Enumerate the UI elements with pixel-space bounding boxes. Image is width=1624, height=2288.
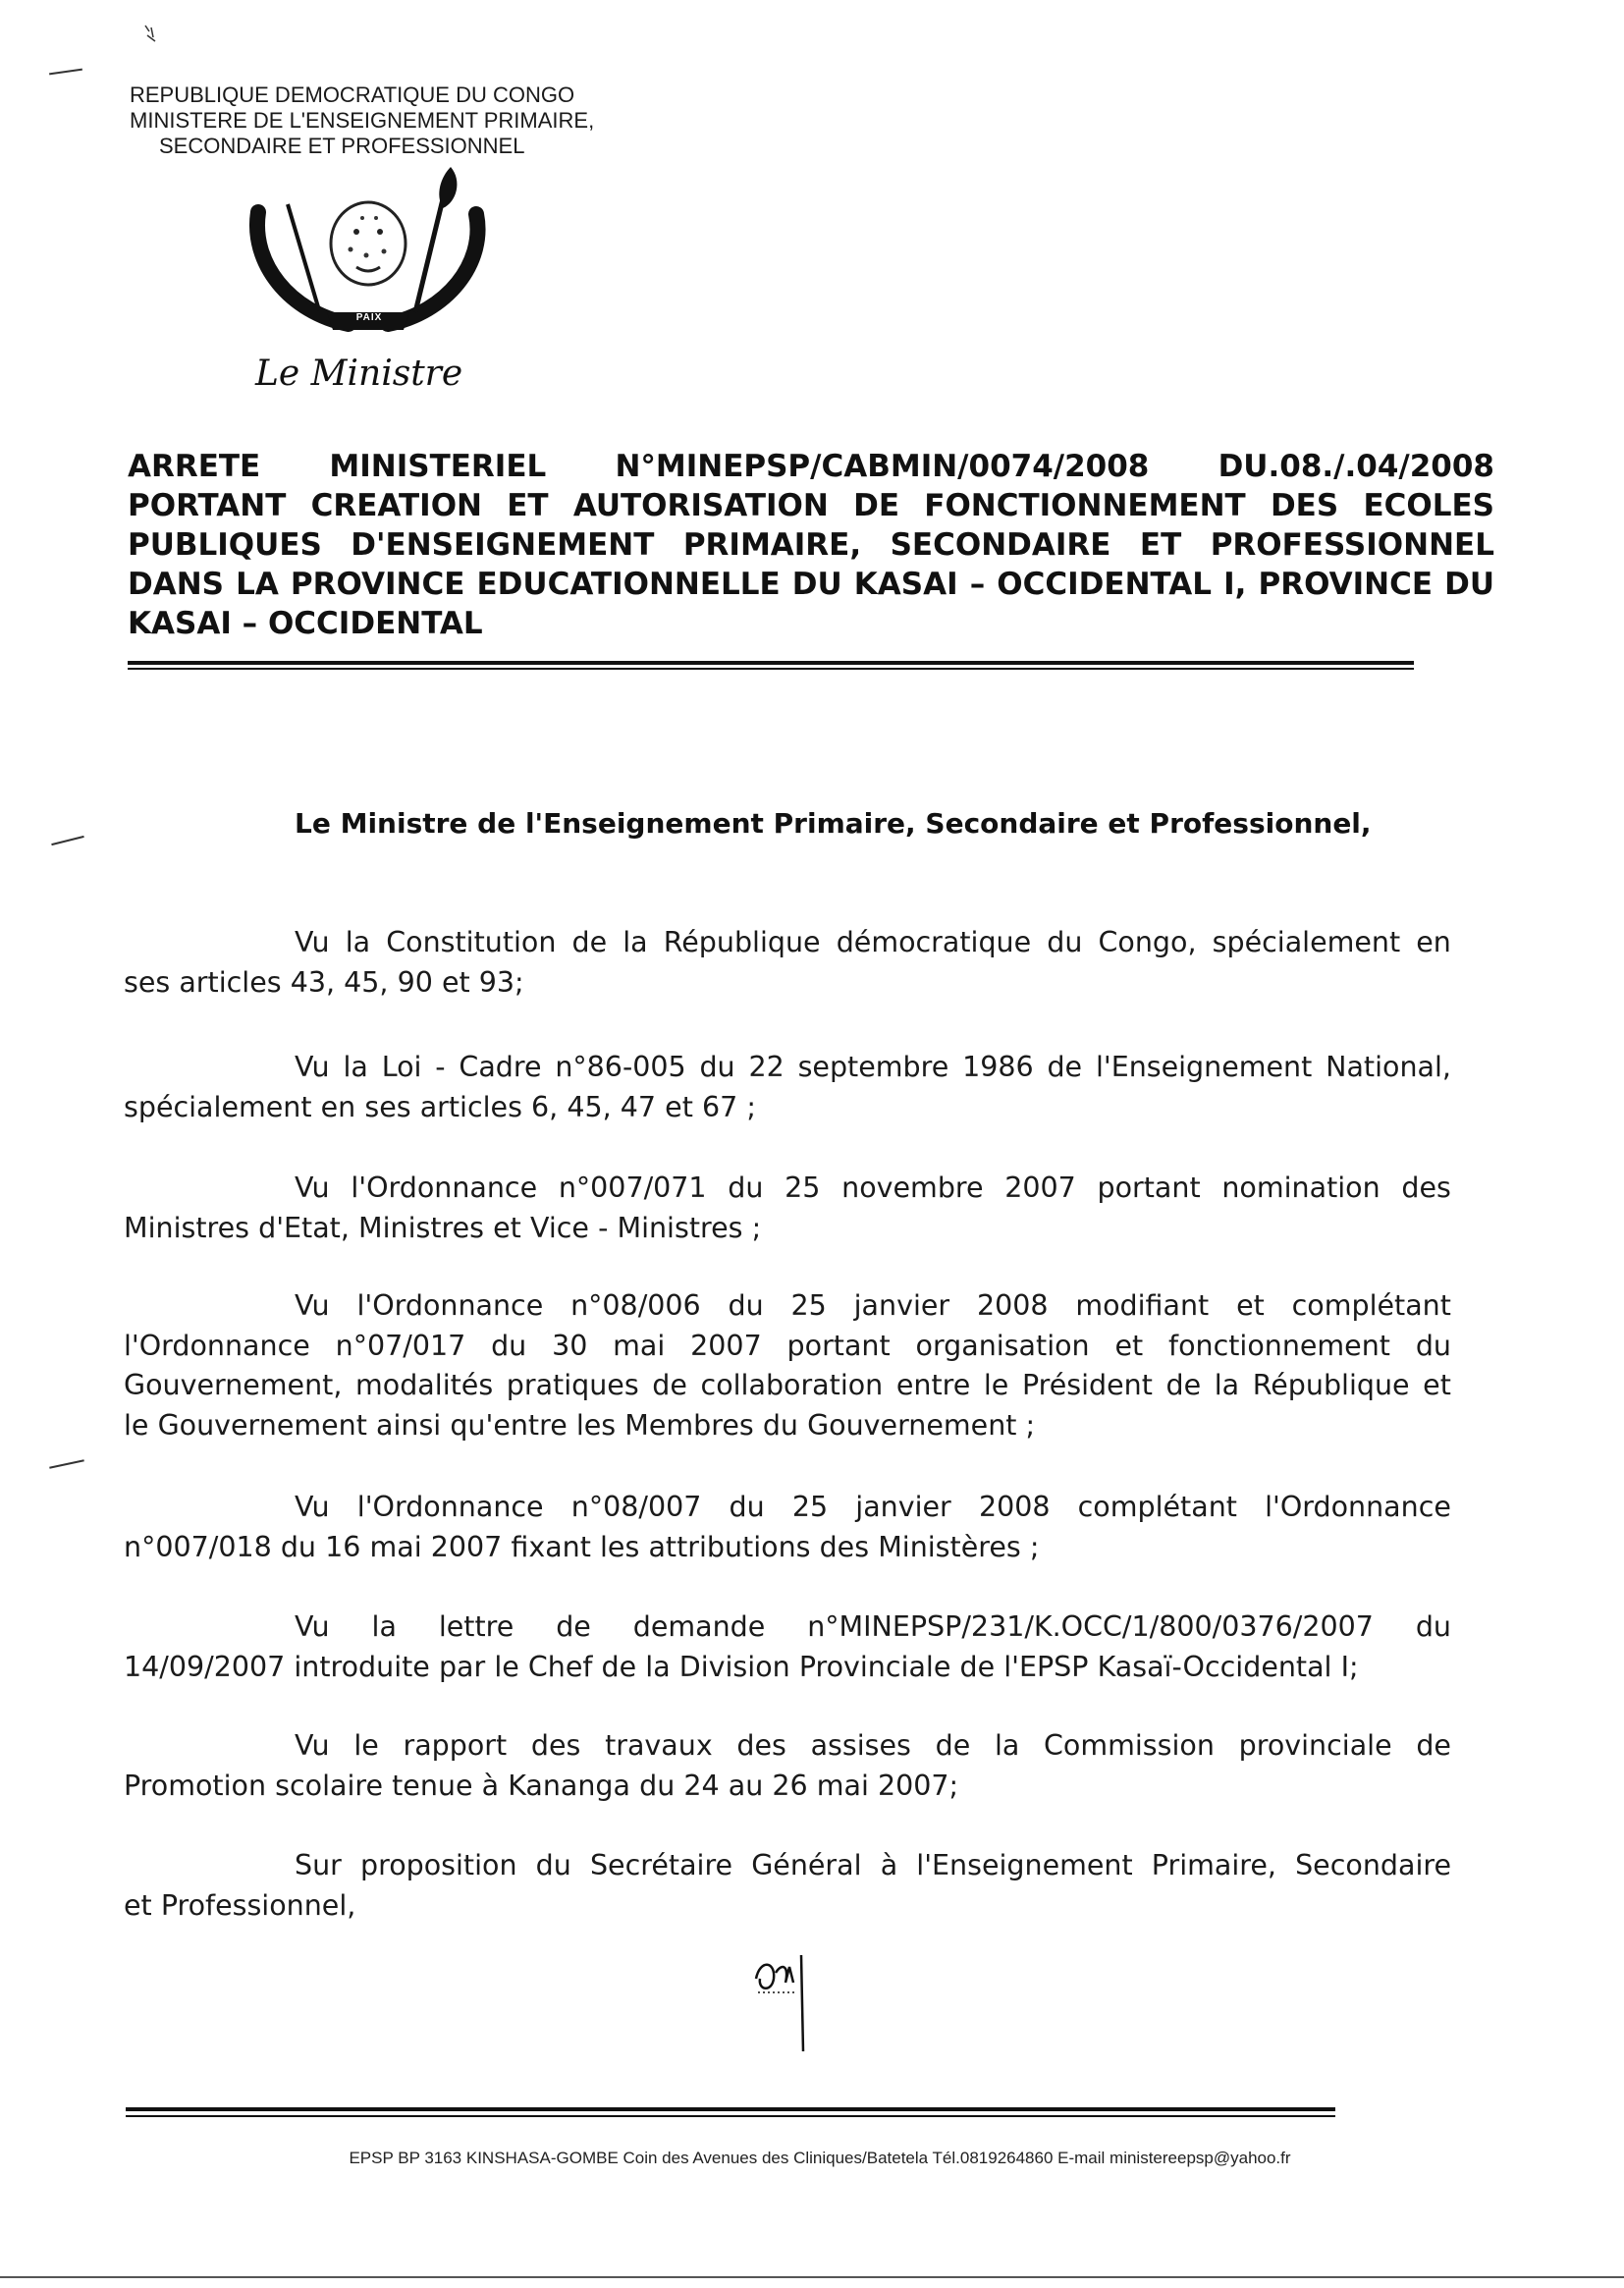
paragraph-line [124,1648,1451,1688]
word: la [371,1610,397,1643]
word: et [1423,1369,1451,1401]
word: 2008 [976,1289,1049,1322]
paragraph-line [124,1209,1451,1249]
word: Ministres [358,1211,485,1244]
word: en [1416,926,1451,958]
word: 25 [785,1171,821,1204]
word: Sur [295,1849,342,1881]
word: du [535,1849,571,1881]
title-word: D'ENSEIGNEMENT [351,527,655,563]
word: à [481,1769,500,1802]
word: 30 [552,1329,588,1362]
word: n°007/071 [558,1171,707,1204]
word: Professionnel, [160,1888,356,1922]
word: Chef [527,1650,593,1683]
word: Secrétaire [589,1849,733,1881]
word: le [983,1369,1009,1401]
word: 43, [290,965,336,999]
word: le [124,1408,149,1442]
word: 90 [397,965,433,999]
word: tenue [392,1769,473,1802]
paragraph-line [124,1286,1451,1327]
header-ministry: MINISTERE DE L'ENSEIGNEMENT PRIMAIRE, [130,108,595,133]
word: à [880,1849,898,1881]
word: Général [751,1849,862,1881]
word: articles [179,965,282,999]
word: mai [816,1769,869,1802]
word: - [598,1211,609,1244]
word: n°07/017 [335,1329,466,1362]
word: des [1401,1171,1451,1204]
title-word: PUBLIQUES [128,527,322,563]
word: les [575,1408,617,1442]
word: l'Ordonnance [356,1491,544,1523]
margin-mark [51,836,83,845]
word: des [736,1729,786,1762]
margin-mark [49,1459,84,1468]
signature-title: Le Ministre [255,354,463,394]
word: Loi [381,1051,422,1083]
word: ses [124,965,171,999]
word: Vice [529,1211,589,1244]
word: 1986 [962,1051,1034,1083]
word: portant [786,1329,891,1362]
word: Vu [295,1289,330,1322]
word: n°007/018 [124,1530,272,1563]
word: au [728,1769,764,1802]
footer-divider [126,2107,1335,2111]
word: de [601,1650,637,1683]
word: 45, [344,965,389,999]
coat-of-arms-emblem [241,165,496,337]
title-word: PROVINCE [290,567,465,602]
word: introduite [294,1650,430,1683]
word: 25 [791,1491,829,1523]
word: l'Ordonnance [351,1171,538,1204]
title-word: ARRETE [128,449,261,484]
word: du [1415,1610,1451,1643]
word: République [1252,1369,1410,1401]
word: collaboration [700,1369,884,1401]
word: entre [895,1369,971,1401]
preamble: Le Ministre de l'Enseignement Primaire, Secondaire et Professionnel, [295,807,1372,840]
title-word: ECOLES [1363,488,1494,523]
title-line-4 [128,565,1494,604]
word: I; [1340,1650,1359,1683]
word: janvier [855,1491,951,1523]
word: du [728,1171,764,1204]
word: 16 [325,1530,361,1563]
title-line-5-text: KASAI – OCCIDENTAL [128,606,483,641]
word: Vu [295,1610,330,1643]
paragraph-line [124,1169,1451,1209]
word: Ministères [878,1530,1021,1563]
paragraph-line [124,1846,1451,1886]
paragraph-line [124,1048,1451,1088]
footer-divider-thin [126,2115,1335,2117]
word: attributions [648,1530,811,1563]
word: - [435,1051,446,1083]
word: mai [369,1530,422,1563]
word: 26 [772,1769,808,1802]
word: de [959,1650,996,1683]
title-word: DU [1444,567,1494,602]
title-word: CREATION [310,488,482,523]
title-line-1 [128,447,1494,486]
paragraph-line [124,1406,1451,1446]
word: Vu [295,1491,330,1523]
word: Ministres [124,1211,249,1244]
word: et [441,965,470,999]
paragraph-line [124,1607,1451,1648]
word: demande [632,1610,766,1643]
word: et [1236,1289,1265,1322]
paragraph-line [124,1366,1451,1406]
title-word: KASAI [853,567,958,602]
word: ; [746,1090,756,1123]
word: du [728,1289,764,1322]
word: d'Etat, [258,1211,350,1244]
decree-title [128,447,1494,643]
word: Commission [1044,1729,1215,1762]
word: ainsi [376,1408,442,1442]
title-word: PROFESSIONNEL [1210,527,1494,563]
word: 93; [478,965,524,999]
paragraph-line [124,1726,1451,1767]
title-line-5 [128,604,1494,643]
word: mai [613,1329,666,1362]
word: 2007 [1004,1171,1076,1204]
word: la [1214,1369,1240,1401]
word: de [556,1610,591,1643]
word: n°08/006 [570,1289,701,1322]
word: scolaire [275,1769,384,1802]
word: n°86-005 [555,1051,686,1083]
handwritten-initials [746,1949,844,2057]
word: 6, [531,1090,559,1123]
word: l'Ordonnance [124,1329,310,1362]
title-word: DU [791,567,842,602]
word: 22 [748,1051,785,1083]
word: de [1165,1369,1202,1401]
word: Vu [295,926,330,958]
word: 67 [702,1090,738,1123]
word: nomination [1221,1171,1380,1204]
title-word: PORTANT [128,488,287,523]
word: Primaire, [1151,1849,1276,1881]
title-word: N°MINEPSP/CABMIN/0074/2008 [615,449,1150,484]
word: rapport [403,1729,508,1762]
paragraph-proposition [124,1846,1451,1926]
word: Promotion [124,1769,267,1802]
title-word: EDUCATIONNELLE [476,567,781,602]
word: modifiant [1075,1289,1210,1322]
paragraph-ordonnance-006 [124,1286,1451,1445]
paragraph-lettre-demande [124,1607,1451,1687]
word: portant [1097,1171,1201,1204]
word: la [994,1729,1020,1762]
title-divider [128,661,1414,665]
scan-speck [137,22,167,51]
title-word: DE [853,488,900,523]
title-word: AUTORISATION [572,488,829,523]
word: assises [810,1729,911,1762]
word: Provinciale [798,1650,951,1683]
word: des [530,1729,581,1762]
word: par [438,1650,486,1683]
word: de [571,926,608,958]
word: ; [1025,1408,1036,1442]
word: Gouvernement [807,1408,1017,1442]
title-word: DES [1270,488,1339,523]
title-line-2 [128,486,1494,525]
word: Kasaï-Occidental [1097,1650,1332,1683]
word: complétant [1077,1491,1237,1523]
word: Membres [624,1408,754,1442]
title-divider-thin [128,668,1414,670]
word: la [645,1650,671,1683]
title-word: DU.08./.04/2008 [1218,449,1494,484]
word: du [699,1051,735,1083]
word: janvier [853,1289,950,1322]
word: du [280,1530,316,1563]
word: Ministres [617,1211,743,1244]
word: ; [1029,1530,1040,1563]
word: en [320,1090,356,1123]
word: du [1415,1329,1451,1362]
word: des [819,1530,870,1563]
word: Kananga [508,1769,630,1802]
word: organisation [915,1329,1090,1362]
word: du [762,1408,798,1442]
word: modalités [355,1369,494,1401]
word: la [343,1051,368,1083]
word: qu'entre [450,1408,568,1442]
word: spécialement [1212,926,1401,958]
scan-edge [0,2276,1624,2278]
paragraph-line [124,1088,1451,1128]
paragraph-loi-cadre [124,1048,1451,1127]
word: et [1114,1329,1144,1362]
title-word: FONCTIONNEMENT [924,488,1246,523]
word: le [353,1729,379,1762]
paragraph-line [124,1327,1451,1367]
word: Congo, [1098,926,1197,958]
word: de [935,1729,971,1762]
title-word: MINISTERIEL [329,449,547,484]
title-line-3 [128,525,1494,565]
word: Vu [295,1051,330,1083]
word: l'Enseignement [1095,1051,1313,1083]
paragraph-ordonnance-007 [124,1488,1451,1567]
word: et [665,1090,693,1123]
title-word: ET [507,488,549,523]
word: de [1047,1051,1083,1083]
word: ; [751,1211,762,1244]
word: 2007 [690,1329,762,1362]
word: les [600,1530,640,1563]
header-ministry-sub: SECONDAIRE ET PROFESSIONNEL [159,134,525,158]
word: du [729,1491,765,1523]
paragraph-ordonnance-071 [124,1169,1451,1248]
word: 2008 [978,1491,1051,1523]
emblem-motto: PAIX [355,312,383,323]
word: Division [678,1650,790,1683]
word: du [491,1329,527,1362]
title-word: I, [1223,567,1247,602]
word: 45, [567,1090,612,1123]
word: Constitution [386,926,557,958]
title-word: LA [236,567,279,602]
word: du [639,1769,676,1802]
title-word: OCCIDENTAL [997,567,1213,602]
word: complétant [1291,1289,1451,1322]
paragraph-line [124,1767,1451,1807]
word: République [663,926,821,958]
word: spécialement [124,1090,312,1123]
word: la [345,926,371,958]
title-word: DANS [128,567,224,602]
header-republic: REPUBLIQUE DEMOCRATIQUE DU CONGO [130,82,575,107]
word: et [493,1211,521,1244]
word: 47 [620,1090,657,1123]
paragraph-line [124,1488,1451,1528]
word: n°08/007 [570,1491,702,1523]
word: 24 [683,1769,720,1802]
word: novembre [841,1171,984,1204]
word: n°MINEPSP/231/K.OCC/1/800/0376/2007 [807,1610,1374,1643]
word: 2007; [878,1769,959,1802]
word: Vu [295,1171,330,1204]
word: Gouvernement, [124,1369,343,1401]
title-word: ET [1139,527,1182,563]
word: l'EPSP [1003,1650,1089,1683]
paragraph-rapport [124,1726,1451,1806]
word: Vu [295,1729,330,1762]
word: articles [419,1090,522,1123]
title-word: SECONDAIRE [890,527,1111,563]
paragraph-line [124,1886,1451,1927]
word: Cadre [459,1051,542,1083]
paragraph-line [124,963,1451,1004]
word: Président [1021,1369,1153,1401]
margin-mark [49,69,82,76]
word: démocratique [836,926,1032,958]
word: Gouvernement [157,1408,367,1442]
footer-address: EPSP BP 3163 KINSHASA-GOMBE Coin des Avenues des Cliniques/Batetela Tél.0819264860 E-mail ministereepsp@yahoo.fr [349,2149,1291,2167]
word: pratiques [506,1369,639,1401]
word: proposition [360,1849,517,1881]
title-word: PROVINCE [1258,567,1434,602]
word: National, [1326,1051,1451,1083]
word: l'Ordonnance [1265,1491,1451,1523]
word: Secondaire [1295,1849,1451,1881]
word: fixant [511,1530,591,1563]
word: le [494,1650,519,1683]
word: septembre [797,1051,949,1083]
word: de [1416,1729,1451,1762]
paragraph-line [124,923,1451,963]
title-word: PRIMAIRE, [682,527,862,563]
word: la [623,926,648,958]
word: du [1047,926,1083,958]
word: 25 [790,1289,827,1322]
word: fonctionnement [1168,1329,1390,1362]
word: et [124,1888,152,1922]
title-word: – [969,567,986,602]
word: lettre [438,1610,514,1643]
word: l'Enseignement [916,1849,1133,1881]
word: ses [364,1090,411,1123]
word: de [652,1369,687,1401]
word: l'Ordonnance [356,1289,544,1322]
word: 2007 [430,1530,503,1563]
paragraph-constitution [124,923,1451,1003]
word: provinciale [1238,1729,1392,1762]
paragraph-line [124,1528,1451,1568]
word: travaux [605,1729,713,1762]
word: 14/09/2007 [124,1650,286,1683]
